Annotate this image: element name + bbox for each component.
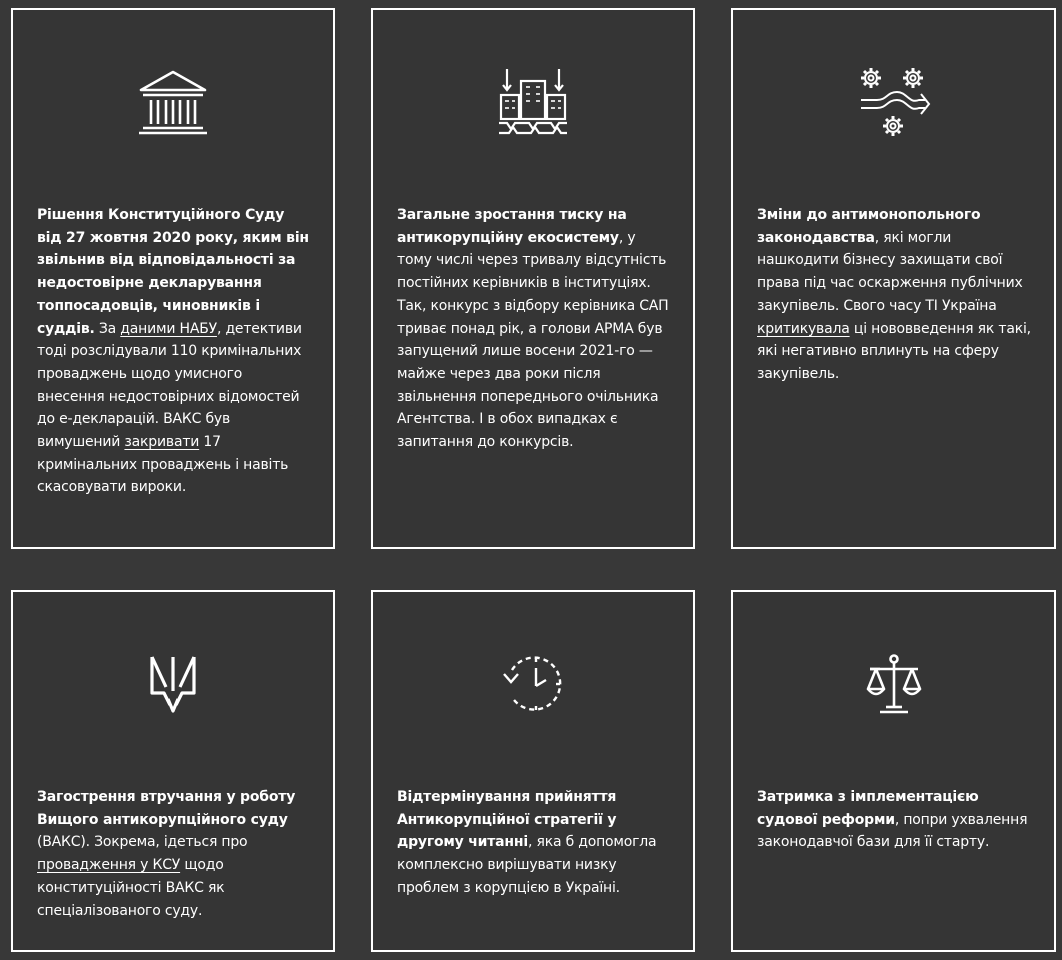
card-body-text: , попри ухвалення законодавчої бази для її старту. bbox=[757, 811, 1028, 851]
card-hacc-interference bbox=[11, 590, 335, 952]
card-body-text: (ВАКС). Зокрема, ідеться про bbox=[37, 834, 248, 851]
card-headline: Рішення Конституційного Суду від 27 жовтня 2020 року, яким він звільнив від відповідальності за недостовірне декларування топпосадовців, чиновників і суддів. bbox=[37, 207, 309, 337]
criticized-link[interactable]: критикувала bbox=[757, 320, 850, 337]
card-antimonopoly-law bbox=[731, 8, 1056, 549]
card-body-text: щодо конституційності ВАКС як спеціалізованого суду. bbox=[37, 857, 225, 919]
card-strategy-delay bbox=[371, 590, 695, 952]
card-headline: Відтермінування прийняття Антикорупційної стратегії у другому читанні bbox=[397, 789, 617, 851]
card-headline: Затримка з імплементацією судової реформи bbox=[757, 789, 979, 828]
card-body-text: , у тому числі через тривалу відсутність постійних керівників в інституціях. Так, конкурс з відбору керівника САП триває понад рік, а голови АРМА був запущений лише восени 2021-го — майже через два роки після звільнення попереднього очільника Агентства. І в обох випадках є запитання до конкурсів. bbox=[397, 229, 669, 451]
hacc-logo-icon bbox=[133, 644, 213, 724]
card-text bbox=[757, 204, 1034, 386]
close-cases-link[interactable]: закривати bbox=[124, 434, 200, 451]
card-headline: Загострення втручання у роботу Вищого антикорупційного суду bbox=[37, 789, 296, 828]
card-body-text: , детективи тоді розслідували 110 кримінальних проваджень щодо умисного внесення недостовірних відомостей до е-декларацій. ВАКС був вимушений bbox=[37, 320, 302, 451]
nabu-data-link[interactable]: даними НАБУ bbox=[120, 320, 217, 337]
card-body-text: , яка б допомогла комплексно вирішувати низку проблем з корупцією в Україні. bbox=[397, 834, 657, 896]
card-text bbox=[37, 786, 313, 922]
card-body-text: ці нововведення як такі, які негативно вплинуть на сферу закупівель. bbox=[757, 320, 1031, 382]
card-constitutional-court bbox=[11, 8, 335, 549]
ksu-proceedings-link[interactable]: провадження у КСУ bbox=[37, 857, 181, 874]
card-headline: Загальне зростання тиску на антикорупційну екосистему bbox=[397, 207, 627, 246]
card-text bbox=[397, 786, 673, 900]
card-headline: Зміни до антимонопольного законодавства bbox=[757, 207, 981, 246]
card-anticorruption-pressure bbox=[371, 8, 695, 549]
courthouse-icon bbox=[133, 62, 213, 142]
card-body-text: За bbox=[94, 320, 121, 337]
gears-process-icon bbox=[854, 62, 934, 142]
pressure-buildings-icon bbox=[493, 62, 573, 142]
clock-delay-icon bbox=[493, 644, 573, 724]
card-text bbox=[397, 204, 673, 454]
card-body-text: , які могли нашкодити бізнесу захищати свої права під час оскарження публічних закупівель. Свого часу ТІ Україна bbox=[757, 229, 1023, 314]
card-text bbox=[757, 786, 1034, 854]
card-body-text: 17 кримінальних проваджень і навіть скасовувати вироки. bbox=[37, 434, 289, 496]
scales-icon bbox=[854, 644, 934, 724]
card-text bbox=[37, 204, 313, 499]
card-judicial-reform bbox=[731, 590, 1056, 952]
